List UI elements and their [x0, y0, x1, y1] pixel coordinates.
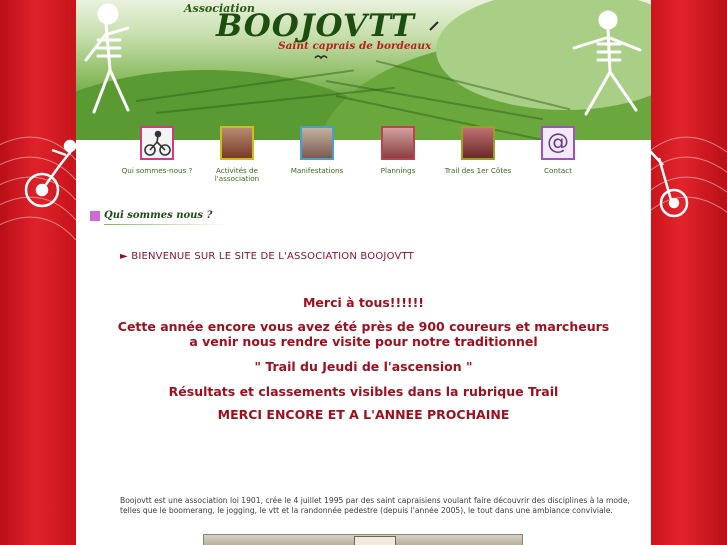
- section-title: Qui sommes nous ?: [104, 210, 213, 221]
- bike-rider-icon: [140, 126, 174, 160]
- welcome-text: ► BIENVENUE SUR LE SITE DE L'ASSOCIATION BOOJOVTT: [120, 251, 414, 262]
- nav-label: Manifestations: [290, 166, 344, 175]
- nav-label: Plannings: [380, 166, 416, 175]
- events-photo-icon: [300, 126, 334, 160]
- newspaper-photo: [203, 534, 523, 545]
- message-line-2b: a venir nous rendre visite pour notre traditionnel: [189, 334, 538, 349]
- message-line-3: " Trail du Jeudi de l'ascension ": [254, 359, 473, 374]
- header-banner: [76, 0, 651, 140]
- planning-photo-icon: [381, 126, 415, 160]
- content-page: [76, 0, 651, 545]
- trail-photo-icon: [461, 126, 495, 160]
- email-at-icon: @: [541, 126, 575, 160]
- skeleton-figure-right: [566, 10, 651, 130]
- nav-item-manifestations[interactable]: [277, 126, 357, 175]
- nav-item-contact[interactable]: [518, 126, 598, 175]
- bird-icon: [314, 54, 328, 62]
- brand-association: Association: [184, 2, 255, 15]
- skeleton-figure-left: [76, 0, 146, 130]
- newspaper-clip: [354, 536, 396, 545]
- nav-item-plannings[interactable]: [358, 126, 438, 175]
- nav-item-trail[interactable]: [438, 126, 518, 175]
- section-square-icon: [90, 211, 100, 221]
- message-line-4: Résultats et classements visibles dans la rubrique Trail: [168, 384, 559, 399]
- nav-item-qui-sommes-nous[interactable]: [117, 126, 197, 175]
- nav-label: Activités de l'association: [214, 166, 260, 183]
- message-line-2a: Cette année encore vous avez été près de 900 coureurs et marcheurs: [117, 319, 610, 334]
- message-line-1: Merci à tous!!!!!!: [302, 295, 425, 310]
- brand-subtitle: Saint caprais de bordeaux: [278, 40, 432, 52]
- nav-item-activites[interactable]: [197, 126, 277, 183]
- right-decoration: [651, 0, 727, 545]
- nav-label: Trail des 1er Côtes: [444, 166, 512, 175]
- association-description: Boojovtt est une association loi 1901, crée le 4 juillet 1995 par des saint capraisiens voulant faire découvrir des disciplines à la mode, telles que le boomerang, le jogging, le vtt et la randonnée pedestre (depuis l'année 2005), le tout dans une ambiance conviviale.: [120, 496, 630, 515]
- left-decoration: [0, 0, 76, 545]
- message-line-5: MERCI ENCORE ET A L'ANNEE PROCHAINE: [217, 407, 510, 422]
- nav-label: Contact: [544, 166, 572, 175]
- section-header: [90, 210, 230, 226]
- main-navigation: [76, 126, 651, 186]
- section-underline: [104, 224, 228, 225]
- activities-photo-icon: [220, 126, 254, 160]
- nav-label: Qui sommes-nous ?: [121, 166, 193, 175]
- boomerang-icon: [428, 20, 440, 32]
- site-logo-title[interactable]: BOOJOVTT: [216, 8, 415, 44]
